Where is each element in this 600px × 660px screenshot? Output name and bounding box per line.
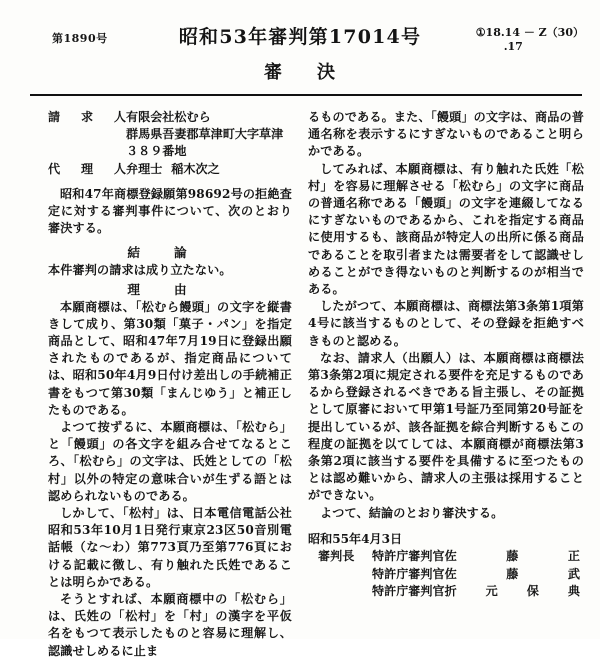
header-divider-rule [30, 94, 582, 96]
classification-code-line1: ①18.14 － Z（30） [475, 26, 584, 39]
signature-row-examiner-3 [308, 583, 584, 601]
reason-paragraph-5: してみれば、本願商標は、有り触れた氏姓「松村」を容易に理解させる「松むら」の文字に商品の普通名称である「饅頭」の文字を連綴してなるにすぎないものであるから、これを指定する商品に使用するも、該商品が特定人の出所に係る商品であることを取引者または需要者をして認識せしめることができ得ないものと判断するのが相当である。 [308, 161, 584, 297]
signature-row-chief [308, 548, 584, 566]
opening-paragraph: 昭和47年商標登録願第98692号の拒絶査定に対する審判事件について、次のとおり審決する。 [48, 186, 292, 236]
signature-name-examiner-3-char2: 元 [485, 584, 498, 599]
claimant-label-char1: 請 [48, 110, 61, 124]
signature-row-examiner-2 [308, 566, 584, 584]
reason-paragraph-1: 本願商標は、「松むら饅頭」の文字を縦書きして成り、第30類「菓子・パン」を指定商品として、昭和47年7月19日に登録出願されたものであるが、指定商品については、昭和50年4月9日付け差出しの手続補正書をもつて第30類「まんじゆう」と補正したものである。 [48, 299, 292, 417]
signature-name-examiner-2 [445, 566, 584, 584]
document-columns [0, 101, 600, 658]
claimant-label-char3: 人 [113, 110, 126, 124]
conclusion-text: 本件審判の請求は成り立たない。 [48, 263, 232, 278]
decision-heading [0, 58, 600, 84]
signature-name-examiner-3-char3: 保 [526, 584, 539, 599]
signature-office-examiner-2: 特許庁審判官 [372, 566, 445, 581]
claimant-name: 有限会社松むら [126, 110, 211, 124]
left-column [0, 101, 300, 658]
signature-name-chief [445, 548, 584, 566]
agent-values [126, 161, 292, 178]
classification-code [476, 26, 584, 54]
claimant-address-line2: ３８９番地 [126, 144, 187, 159]
signature-name-chief-char1: 佐 [444, 549, 457, 564]
agent-name-line [126, 161, 292, 178]
signature-name-examiner-2-char2: 藤 [506, 566, 519, 581]
signature-name-examiner-3 [445, 583, 584, 601]
signature-name-examiner-3-char4: 典 [567, 584, 580, 599]
reason-heading [48, 280, 292, 299]
right-column [300, 101, 600, 639]
signature-name-examiner-2-char3: 武 [567, 566, 580, 581]
case-title: 昭和53年審判第17014号 [178, 26, 422, 48]
signature-name-examiner-3-char1: 折 [444, 584, 457, 599]
claimant-values [126, 109, 292, 161]
agent-label-char1: 代 [48, 161, 61, 176]
conclusion-heading-char2: 論 [174, 245, 187, 261]
signature-office-examiner-3: 特許庁審判官 [372, 584, 445, 599]
reason-paragraph-7: なお、請求人（出願人）は、本願商標は商標法第3条第2項に規定される要件を充足するものであるから登録されるべきである旨主張し、その証拠として原審において甲第1号証乃至同第20号証を提出しているが、該各証拠を綜合判断するもこの程度の証拠を以てしては、本願商標が商標法第3条第2項に該当する要件を具備するに至つたものとは認め難いから、請求人の主張は採用することができない。 [308, 350, 584, 503]
agent-name: 稲木次之 [171, 161, 220, 176]
agent-title: 弁理士 [126, 161, 163, 176]
reason-paragraph-4-continued: るものである。また、「饅頭」の文字は、商品の普通名称を表示するにすぎないものであること明らかである。 [308, 110, 584, 159]
signature-name-chief-char2: 藤 [506, 549, 519, 564]
reason-paragraph-6: したがつて、本願商標は、商標法第3条第1項第4号に該当するものとして、その登録を拒絶すべきものと認める。 [308, 299, 584, 348]
decision-heading-char2: 決 [317, 62, 336, 83]
signature-role-chief: 審判長 [318, 549, 355, 564]
claimant-address-line1: 群馬県吾妻郡草津町大字草津 [126, 127, 284, 142]
agent-label-char2: 理 [80, 161, 94, 176]
classification-code-line2: .17 [503, 39, 523, 53]
decision-date: 昭和55年4月3日 [308, 531, 403, 546]
parties-block [48, 109, 292, 178]
claimant-label [48, 109, 126, 126]
document-header [0, 0, 600, 88]
reason-paragraph-3: しかして、「松村」は、日本電信電話公社昭和53年10月1日発行東京23区50音別電話帳（な～わ）第773頁乃至第776頁における記載に徴し、有り触れた氏姓であることは明らかである。 [48, 506, 292, 589]
signature-office-chief: 特許庁審判官 [372, 549, 445, 564]
agent-label [48, 161, 126, 178]
reason-heading-char1: 理 [127, 281, 140, 297]
conclusion-heading-char1: 結 [127, 245, 140, 261]
reason-paragraph-8: よつて、結論のとおり審決する。 [320, 505, 504, 520]
agent-row [48, 161, 292, 178]
reason-paragraph-4: そうとすれば、本願商標中の「松むら」は、氏姓の「松村」を「村」の漢字を平仮名をもつて表示したものと容易に理解し、認識せしめるに止ま [48, 592, 292, 658]
reason-heading-char2: 由 [174, 281, 187, 297]
reason-paragraph-2: よつて按ずるに、本願商標は、「松むら」と「饅頭」の各文字を組み合せてなるところ、「松むら」の文字は、氏姓としての「松村」以外の特定の意味合いが生ずる語とは認められないものである。 [48, 420, 292, 503]
signature-name-chief-char3: 正 [567, 549, 580, 564]
signature-name-examiner-2-char1: 佐 [444, 566, 457, 581]
decision-heading-char1: 審 [264, 62, 283, 83]
claimant-label-char2: 求 [80, 110, 94, 124]
document-number: 第1890号 [52, 32, 108, 45]
claimant-row [48, 109, 292, 161]
conclusion-heading [48, 243, 292, 262]
agent-label-char3: 人 [113, 161, 126, 176]
